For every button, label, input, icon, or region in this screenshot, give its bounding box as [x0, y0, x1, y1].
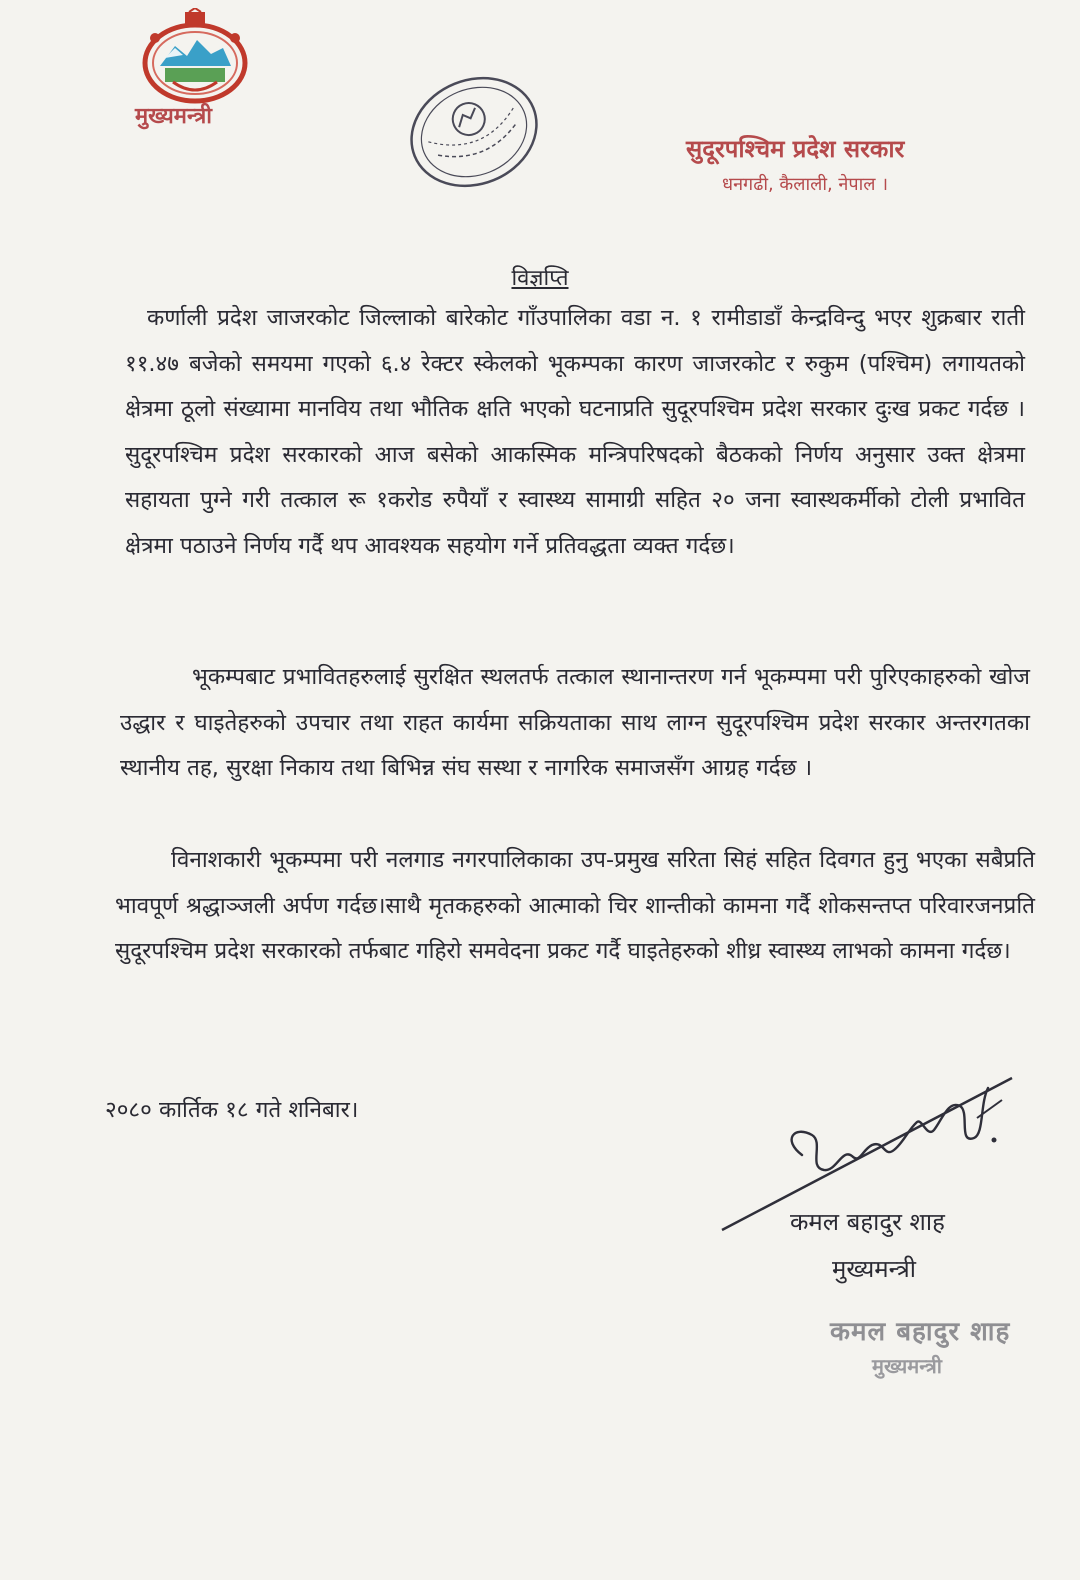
- title-stamp: मुख्यमन्त्री: [872, 1354, 942, 1378]
- notice-paragraph-1: कर्णाली प्रदेश जाजरकोट जिल्लाको बारेकोट गाँउपालिका वडा न. १ रामीडाडाँ केन्द्रविन्दु भएर शुक्रबार राती ११.४७ बजेको समयमा गएको ६.४ रेक्टर स्केलको भूकम्पका कारण जाजरकोट र रुकुम (पश्चिम) लगायतको क्षेत्रमा ठूलो संख्यामा मानविय तथा भौतिक क्षति भएको घटनाप्रति सुदूरपश्चिम प्रदेश सरकार दुःख प्रकट गर्दछ ।सुदूरपश्चिम प्रदेश सरकारको आज बसेको आकस्मिक मन्त्रिपरिषदको बैठकको निर्णय अनुसार उक्त क्षेत्रमा सहायता पुग्ने गरी तत्काल रू १करोड रुपैयाँ र स्वास्थ्य सामाग्री सहित २० जना स्वास्थकर्मीको टोली प्रभावित क्षेत्रमा पठाउने निर्णय गर्दै थप आवश्यक सहयोग गर्ने प्रतिवद्धता व्यक्त गर्दछ।: [125, 305, 1025, 559]
- notice-paragraph-2: भूकम्पबाट प्रभावितहरुलाई सुरक्षित स्थलतर्फ तत्काल स्थानान्तरण गर्न भूकम्पमा परी पुरिएकाहरुको खोज उद्धार र घाइतेहरुको उपचार तथा राहत कार्यमा सक्रियताका साथ लाग्न सुदूरपश्चिम प्रदेश सरकार अन्तरगतका स्थानीय तह, सुरक्षा निकाय तथा बिभिन्न संघ सस्था र नागरिक समाजसँग आग्रह गर्दछ ।: [120, 664, 1030, 781]
- notice-title: विज्ञप्ति: [511, 266, 569, 291]
- office-seal-icon: [392, 62, 557, 202]
- signatory-name: कमल बहादुर शाह: [790, 1208, 945, 1236]
- office-label: मुख्यमन्त्री: [135, 104, 212, 129]
- national-emblem-icon: [135, 8, 255, 108]
- name-stamp: कमल बहादुर शाह: [830, 1317, 1011, 1347]
- notice-paragraph-3: विनाशकारी भूकम्पमा परी नलगाड नगरपालिकाका उप-प्रमुख सरिता सिहं सहित दिवगत हुनु भएका सबैप्रति भावपूर्ण श्रद्धाञ्जली अर्पण गर्दछ।साथै मृतकहरुको आत्माको चिर शान्तीको कामना गर्दै शोकसन्तप्त परिवारजनप्रति सुदूरपश्चिम प्रदेश सरकारको तर्फबाट गहिरो समवेदना प्रकट गर्दै घाइतेहरुको शीध्र स्वास्थ्य लाभको कामना गर्दछ।: [115, 847, 1035, 964]
- signatory-title: मुख्यमन्त्री: [832, 1255, 916, 1283]
- government-address: धनगढी, कैलाली, नेपाल ।: [722, 174, 889, 195]
- government-title: सुदूरपश्चिम प्रदेश सरकार: [686, 135, 905, 163]
- notice-date: २०८० कार्तिक १८ गते शनिबार।: [105, 1097, 359, 1123]
